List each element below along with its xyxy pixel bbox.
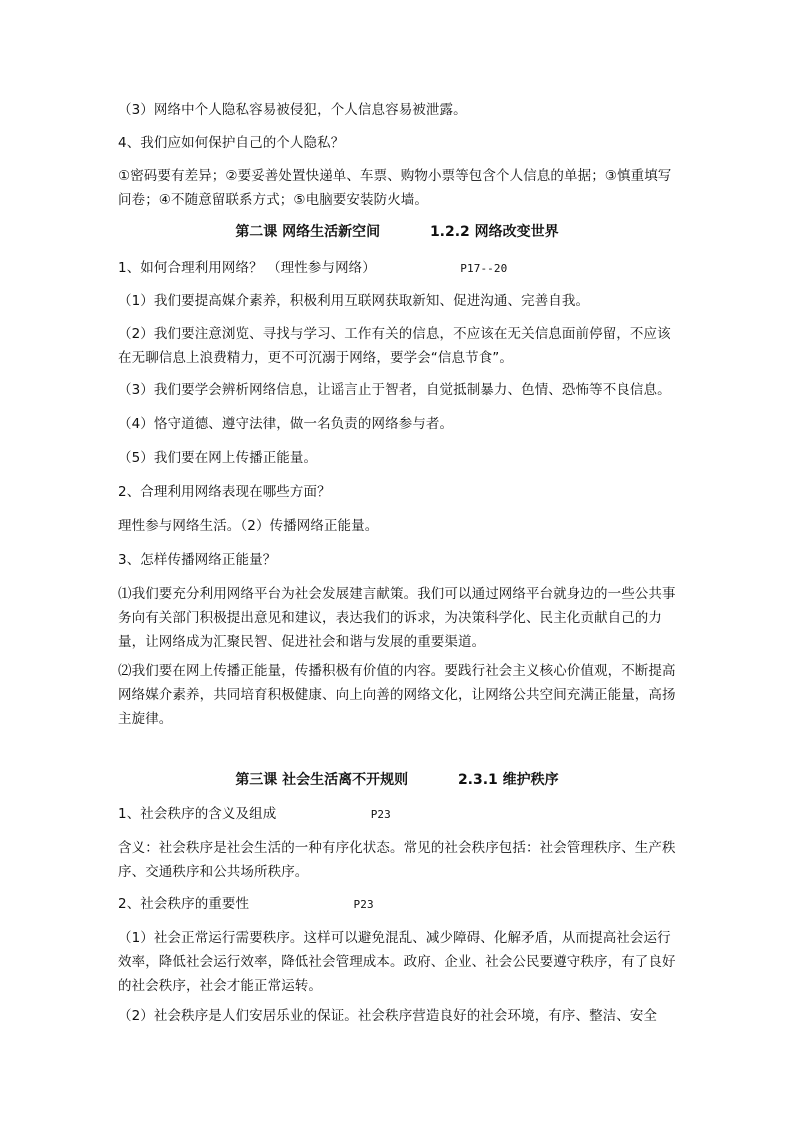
question-heading [118,892,678,917]
paragraph: （2）社会秩序是人们安居乐业的保证。社会秩序营造良好的社会环境，有序、整洁、安全 [118,1008,658,1024]
page-reference: P23 [353,898,374,911]
paragraph: ⑵我们要在网上传播正能量，传播积极有价值的内容。要践行社会主义核心价值观，不断提高网络媒介素养，共同培育积极健康、向上向善的网络文化，让网络公共空间充满正能量，高扬主旋律。 [118,663,676,727]
paragraph: ①密码要有差异；②要妥善处置快递单、车票、购物小票等包含个人信息的单据；③慎重填写问卷；④不随意留联系方式；⑤电脑要安装防火墙。 [118,168,672,208]
question-heading: 2、合理利用网络表现在哪些方面？ [118,484,331,500]
question-heading [118,256,678,281]
paragraph: （1）社会正常运行需要秩序。这样可以避免混乱、减少障碍、化解矛盾，从而提高社会运行效率，降低社会运行效率，降低社会管理成本。政府、企业、社会公民要遵守秩序，有了良好的社会秩序，社会才能正常运转。 [118,930,676,994]
lesson-title: 第二课 网络生活新空间 [235,224,381,240]
paragraph: （3）网络中个人隐私容易被侵犯，个人信息容易被泄露。 [118,102,467,118]
question-text: 1、如何合理利用网络？ （理性参与网络） [118,260,376,276]
page-reference: P17--20 [460,262,508,275]
lesson-title: 第三课 社会生活离不开规则 [235,772,409,788]
question-heading: 3、怎样传播网络正能量？ [118,552,277,568]
paragraph: （1）我们要提高媒介素养，积极利用互联网获取新知、促进沟通、完善自我。 [118,293,590,309]
paragraph: （4）恪守道德、遵守法律，做一名负责的网络参与者。 [118,416,454,432]
question-text: 1、社会秩序的含义及组成 [118,806,277,822]
question-heading [118,802,678,827]
lesson-heading [0,768,794,792]
paragraph: 理性参与网络生活。（2）传播网络正能量。 [118,518,379,534]
question-text: 2、社会秩序的重要性 [118,896,250,912]
lesson-heading [0,220,794,244]
question-heading: 4、我们应如何保护自己的个人隐私？ [118,135,345,151]
paragraph: （2）我们要注意浏览、寻找与学习、工作有关的信息，不应该在无关信息面前停留，不应该在无聊信息上浪费精力，更不可沉溺于网络，要学会“信息节食”。 [118,326,671,366]
paragraph: （5）我们要在网上传播正能量。 [118,450,318,466]
paragraph: ⑴我们要充分利用网络平台为社会发展建言献策。我们可以通过网络平台就身边的一些公共事务向有关部门积极提出意见和建议，表达我们的诉求，为决策科学化、民主化贡献自己的力量，让网络成为汇聚民智、促进社会和谐与发展的重要渠道。 [118,586,676,650]
page-reference: P23 [370,808,391,821]
lesson-subtitle: 2.3.1 维护秩序 [457,772,559,788]
paragraph: （3）我们要学会辨析网络信息，让谣言止于智者，自觉抵制暴力、色情、恐怖等不良信息。 [118,382,671,398]
lesson-subtitle: 1.2.2 网络改变世界 [429,224,559,240]
paragraph: 含义：社会秩序是社会生活的一种有序化状态。常见的社会秩序包括：社会管理秩序、生产秩序、交通秩序和公共场所秩序。 [118,840,676,880]
